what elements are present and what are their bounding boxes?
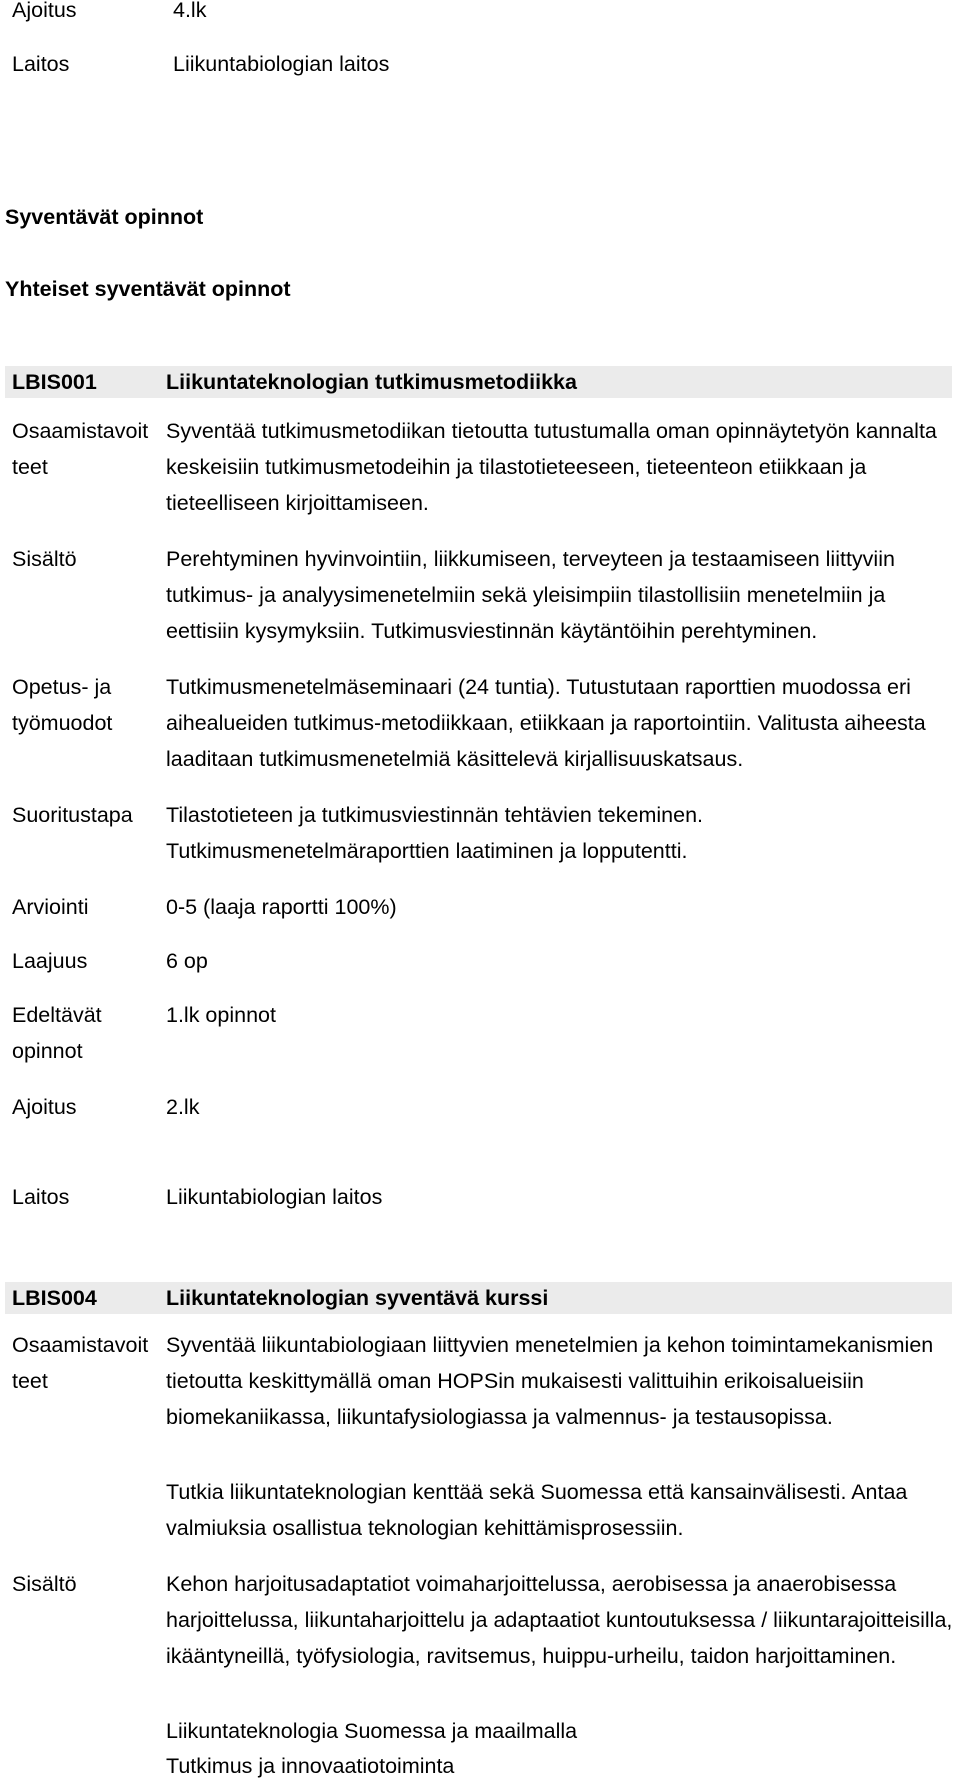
sisalto-line: harjoittelussa, liikuntaharjoittelu ja adaptaatiot kuntoutuksessa / liikuntarajoitteisilla, xyxy=(166,1608,953,1632)
suoritustapa-line: Tilastotieteen ja tutkimusviestinnän tehtävien tekeminen. xyxy=(166,803,703,827)
osaamistavoitteet-line: Syventää tutkimusmetodiikan tietoutta tutustumalla oman opinnäytetyön kannalta xyxy=(166,419,937,443)
sisalto-label: Sisältö xyxy=(12,547,77,571)
ajoitus-label: Ajoitus xyxy=(12,0,77,22)
osaamistavoitteet-line: tieteelliseen kirjoittamiseen. xyxy=(166,491,429,515)
osaamistavoitteet-line: biomekaniikassa, liikuntafysiologiassa ja valmennus- ja testausopissa. xyxy=(166,1405,833,1429)
ajoitus-value: 4.lk xyxy=(173,0,207,22)
osaamistavoitteet-line: valmiuksia osallistua teknologian kehittämisprosessiin. xyxy=(166,1516,684,1540)
opetus-line: laaditaan tutkimusmenetelmiä käsittelevä kirjallisuuskatsaus. xyxy=(166,747,744,771)
edeltavat-value: 1.lk opinnot xyxy=(166,1003,276,1027)
arviointi-value: 0-5 (laaja raportti 100%) xyxy=(166,895,397,919)
osaamistavoitteet-line: keskeisiin tutkimusmetodeihin ja tilastotieteeseen, tieteenteon etiikkaan ja xyxy=(166,455,867,479)
laitos-value: Liikuntabiologian laitos xyxy=(166,1185,383,1209)
laitos-label: Laitos xyxy=(12,52,70,76)
ajoitus-value: 2.lk xyxy=(166,1095,200,1119)
sisalto-line: eettisiin kysymyksiin. Tutkimusviestinnän käytäntöihin perehtyminen. xyxy=(166,619,818,643)
osaamistavoitteet-label: Osaamistavoit xyxy=(12,1333,149,1357)
opetus-line: aihealueiden tutkimus-metodiikkaan, etiikkaan ja raportointiin. Valitusta aiheesta xyxy=(166,711,926,735)
sisalto-line: Liikuntateknologia Suomessa ja maailmalla xyxy=(166,1719,578,1743)
section-title: Syventävät opinnot xyxy=(5,205,204,229)
sisalto-line: ikääntyneillä, työfysiologia, ravitsemus, huippu-urheilu, taidon harjoittaminen. xyxy=(166,1644,897,1668)
sisalto-line: tutkimus- ja analyysimenetelmiin sekä yleisimpiin tilastollisiin menetelmiin ja xyxy=(166,583,886,607)
edeltavat-label: Edeltävät xyxy=(12,1003,102,1027)
course-code: LBIS004 xyxy=(12,1286,97,1310)
osaamistavoitteet-line: Syventää liikuntabiologiaan liittyvien menetelmien ja kehon toimintamekanismien xyxy=(166,1333,934,1357)
sisalto-line: Tutkimus ja innovaatiotoiminta xyxy=(166,1754,455,1778)
laajuus-value: 6 op xyxy=(166,949,208,973)
osaamistavoitteet-label-cont: teet xyxy=(12,1369,48,1393)
course-title: Liikuntateknologian tutkimusmetodiikka xyxy=(166,370,577,394)
sisalto-label: Sisältö xyxy=(12,1572,77,1596)
suoritustapa-line: Tutkimusmenetelmäraporttien laatiminen ja lopputentti. xyxy=(166,839,688,863)
opetus-line: Tutkimusmenetelmäseminaari (24 tuntia). Tutustutaan raporttien muodossa eri xyxy=(166,675,911,699)
course-title: Liikuntateknologian syventävä kurssi xyxy=(166,1286,549,1310)
edeltavat-label-cont: opinnot xyxy=(12,1039,83,1063)
opetus-label-cont: työmuodot xyxy=(12,711,113,735)
laitos-value: Liikuntabiologian laitos xyxy=(173,52,390,76)
osaamistavoitteet-line: tietoutta keskittymällä oman HOPSin mukaisesti valittuihin erikoisalueisiin xyxy=(166,1369,864,1393)
laitos-label: Laitos xyxy=(12,1185,70,1209)
osaamistavoitteet-label: Osaamistavoit xyxy=(12,419,149,443)
sisalto-line: Kehon harjoitusadaptatiot voimaharjoittelussa, aerobisessa ja anaerobisessa xyxy=(166,1572,897,1596)
arviointi-label: Arviointi xyxy=(12,895,89,919)
laajuus-label: Laajuus xyxy=(12,949,88,973)
ajoitus-label: Ajoitus xyxy=(12,1095,77,1119)
osaamistavoitteet-label-cont: teet xyxy=(12,455,48,479)
opetus-label: Opetus- ja xyxy=(12,675,112,699)
suoritustapa-label: Suoritustapa xyxy=(12,803,133,827)
osaamistavoitteet-line: Tutkia liikuntateknologian kenttää sekä Suomessa että kansainvälisesti. Antaa xyxy=(166,1480,908,1504)
course-code: LBIS001 xyxy=(12,370,97,394)
section-subtitle: Yhteiset syventävät opinnot xyxy=(5,277,291,301)
sisalto-line: Perehtyminen hyvinvointiin, liikkumiseen, terveyteen ja testaamiseen liittyviin xyxy=(166,547,895,571)
